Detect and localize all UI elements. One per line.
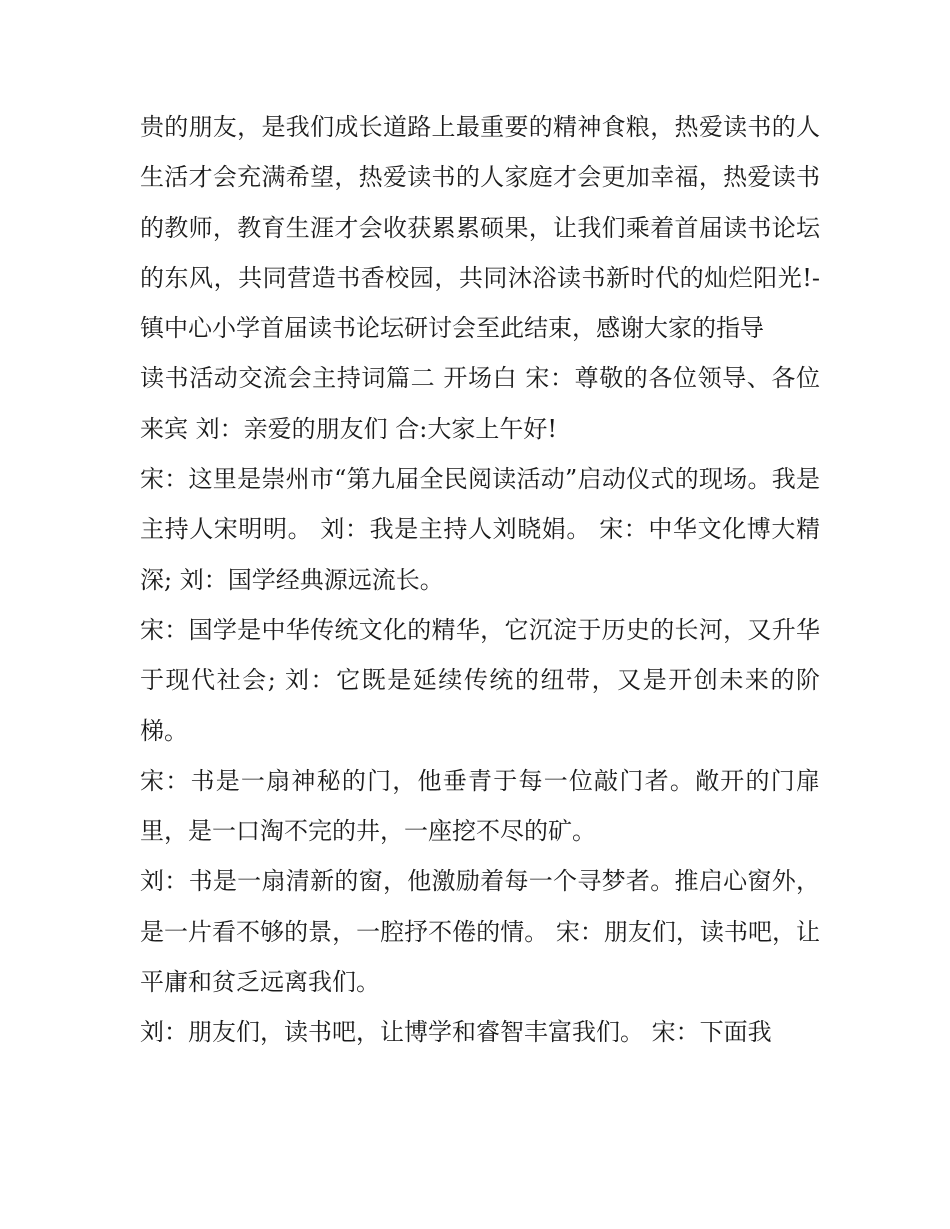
paragraph-read-books: 刘：朋友们，读书吧，让博学和睿智丰富我们。 宋：下面我	[140, 1018, 772, 1047]
paragraph-guoxue: 宋：国学是中华传统文化的精华，它沉淀于历史的长河，又升华于现代社会; 刘：它既是延续传统的纽带，又是开创未来的阶梯。	[140, 615, 820, 745]
paragraph-book-door: 宋：书是一扇神秘的门，他垂青于每一位敲门者。敞开的门扉里，是一口淘不完的井，一座挖不尽的矿。	[140, 766, 820, 846]
paragraph-closing-remarks: 贵的朋友，是我们成长道路上最重要的精神食粮，热爱读书的人生活才会充满希望，热爱读书的人家庭才会更加幸福，热爱读书的教师，教育生涯才会收获累累硕果，让我们乘着首届读书论坛的东风，共同营造书香校园，共同沐浴读书新时代的灿烂阳光!-镇中心小学首届读书论坛研讨会至此结束，感谢大家的指导	[140, 113, 820, 343]
paragraph-book-window: 刘：书是一扇清新的窗，他激励着每一个寻梦者。推启心窗外，是一片看不够的景，一腔抒不倦的情。 宋：朋友们，读书吧，让平庸和贫乏远离我们。	[140, 867, 820, 997]
body-text	[140, 102, 820, 1058]
paragraph-host-introduction: 宋：这里是崇州市“第九届全民阅读活动”启动仪式的现场。我是主持人宋明明。 刘：我是主持人刘晓娟。 宋：中华文化博大精深; 刘：国学经典源远流长。	[140, 465, 820, 594]
paragraph-opening-greeting: 读书活动交流会主持词篇二 开场白 宋：尊敬的各位领导、各位来宾 刘：亲爱的朋友们 合:大家上午好!	[140, 364, 820, 443]
